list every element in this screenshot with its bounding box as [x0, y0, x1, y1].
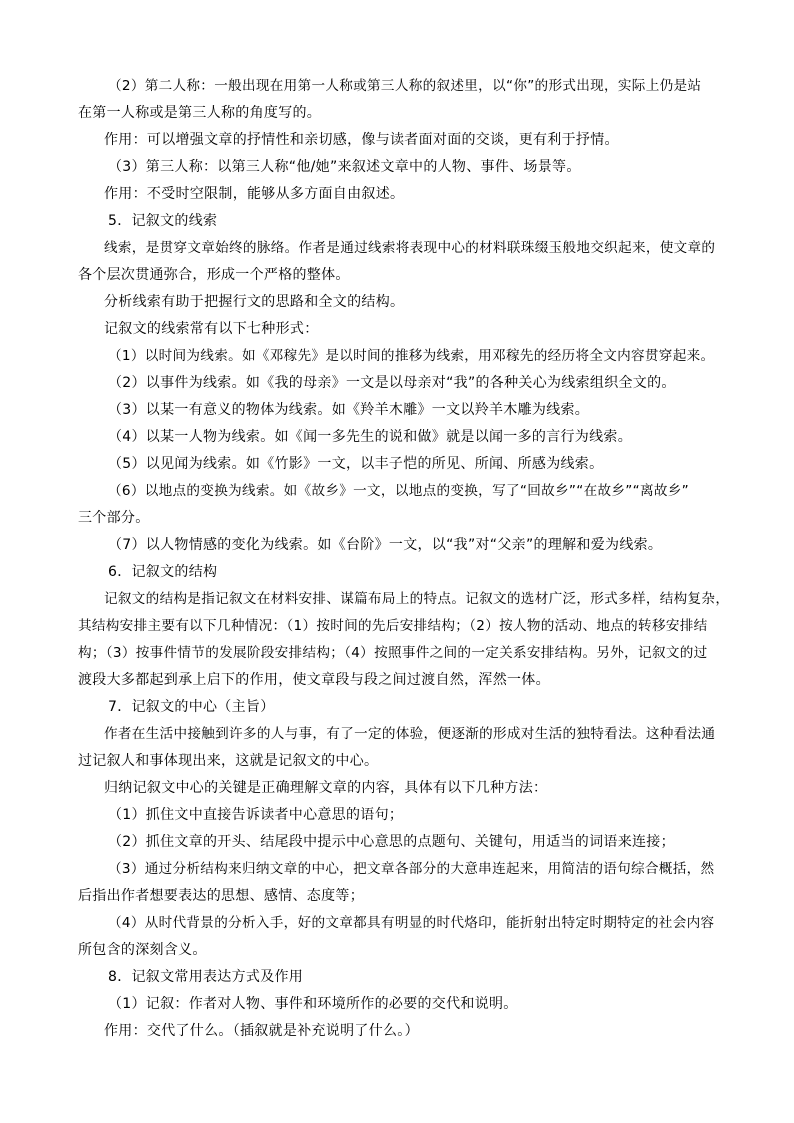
section-heading: 8．记叙文常用表达方式及作用 — [108, 969, 304, 985]
list-item: （3）以某一有意义的物体为线索。如《羚羊木雕》一文以羚羊木雕为线索。 — [108, 402, 590, 418]
section-heading: 6．记叙文的结构 — [108, 564, 218, 580]
list-item: （1）抓住文中直接告诉读者中心意思的语句； — [108, 807, 404, 823]
text-line: 作用：不受时空限制，能够从多方面自由叙述。 — [104, 186, 405, 202]
text-line: 作用：可以增强文章的抒情性和亲切感，像与读者面对面的交谈，更有利于抒情。 — [104, 132, 619, 148]
list-item: （3）通过分析结构来归纳文章的中心，把文章各部分的大意串连起来，用简洁的语句综合概括，然 — [108, 861, 715, 877]
text-line: 所包含的深刻含义。 — [78, 942, 207, 958]
list-item: （1）以时间为线索。如《邓稼先》是以时间的推移为线索，用邓稼先的经历将全文内容贯穿起来。 — [108, 348, 715, 364]
list-item: （4）从时代背景的分析入手，好的文章都具有明显的时代烙印，能折射出特定时期特定的社会内容 — [108, 915, 715, 931]
list-item: （7）以人物情感的变化为线索。如《台阶》一文，以“我”对“父亲”的理解和爱为线索。 — [108, 537, 663, 553]
list-item: （6）以地点的变换为线索。如《故乡》一文，以地点的变换，写了“回故乡”“在故乡”“离故乡” — [108, 483, 689, 499]
text-line: 后指出作者想要表达的思想、感情、态度等； — [78, 888, 364, 904]
text-line: 各个层次贯通弥合，形成一个严格的整体。 — [78, 267, 350, 283]
list-item: （5）以见闻为线索。如《竹影》一文，以丰子恺的所见、所闻、所感为线索。 — [108, 456, 604, 472]
list-item: （4）以某一人物为线索。如《闻一多先生的说和做》就是以闻一多的言行为线索。 — [108, 429, 633, 445]
text-line: 作者在生活中接触到许多的人与事，有了一定的体验，便逐渐的形成对生活的独特看法。这种看法通 — [104, 726, 716, 742]
text-line: 在第一人称或是第三人称的角度写的。 — [78, 105, 322, 121]
text-line: （3）第三人称：以第三人称“他/她”来叙述文章中的人物、事件、场景等。 — [108, 159, 581, 175]
section-heading: 5．记叙文的线索 — [108, 213, 218, 229]
text-line: 归纳记叙文中心的关键是正确理解文章的内容，具体有以下几种方法： — [104, 780, 548, 796]
text-line: 分析线索有助于把握行文的思路和全文的结构。 — [104, 294, 405, 310]
text-line: 记叙文的线索常有以下七种形式： — [104, 321, 319, 337]
text-line: 构；（3）按事件情节的发展阶段安排结构；（4）按照事件之间的一定关系安排结构。另外，记叙文的过 — [78, 645, 708, 661]
text-line: 三个部分。 — [78, 510, 150, 526]
text-line: 其结构安排主要有以下几种情况：（1）按时间的先后安排结构；（2）按人物的活动、地点的转移安排结 — [78, 618, 708, 634]
text-line: （2）第二人称：一般出现在用第一人称或第三人称的叙述里，以“你”的形式出现，实际上仍是站 — [108, 78, 702, 94]
list-item: （2）以事件为线索。如《我的母亲》一文是以母亲对“我”的各种关心为线索组织全文的。 — [108, 375, 676, 391]
text-line: 过记叙人和事体现出来，这就是记叙文的中心。 — [78, 753, 379, 769]
text-line: 线索，是贯穿文章始终的脉络。作者是通过线索将表现中心的材料联珠缀玉般地交织起来，使文章的 — [104, 240, 716, 256]
text-line: 作用：交代了什么。（插叙就是补充说明了什么。） — [104, 1023, 419, 1039]
list-item: （1）记叙：作者对人物、事件和环境所作的必要的交代和说明。 — [108, 996, 518, 1012]
text-line: 记叙文的结构是指记叙文在材料安排、谋篇布局上的特点。记叙文的选材广泛，形式多样，结构复杂， — [104, 591, 730, 607]
list-item: （2）抓住文章的开头、结尾段中提示中心意思的点题句、关键句，用适当的词语来连接； — [108, 834, 675, 850]
text-line: 渡段大多都起到承上启下的作用，使文章段与段之间过渡自然，浑然一体。 — [78, 672, 550, 688]
section-heading: 7．记叙文的中心（主旨） — [108, 699, 275, 715]
